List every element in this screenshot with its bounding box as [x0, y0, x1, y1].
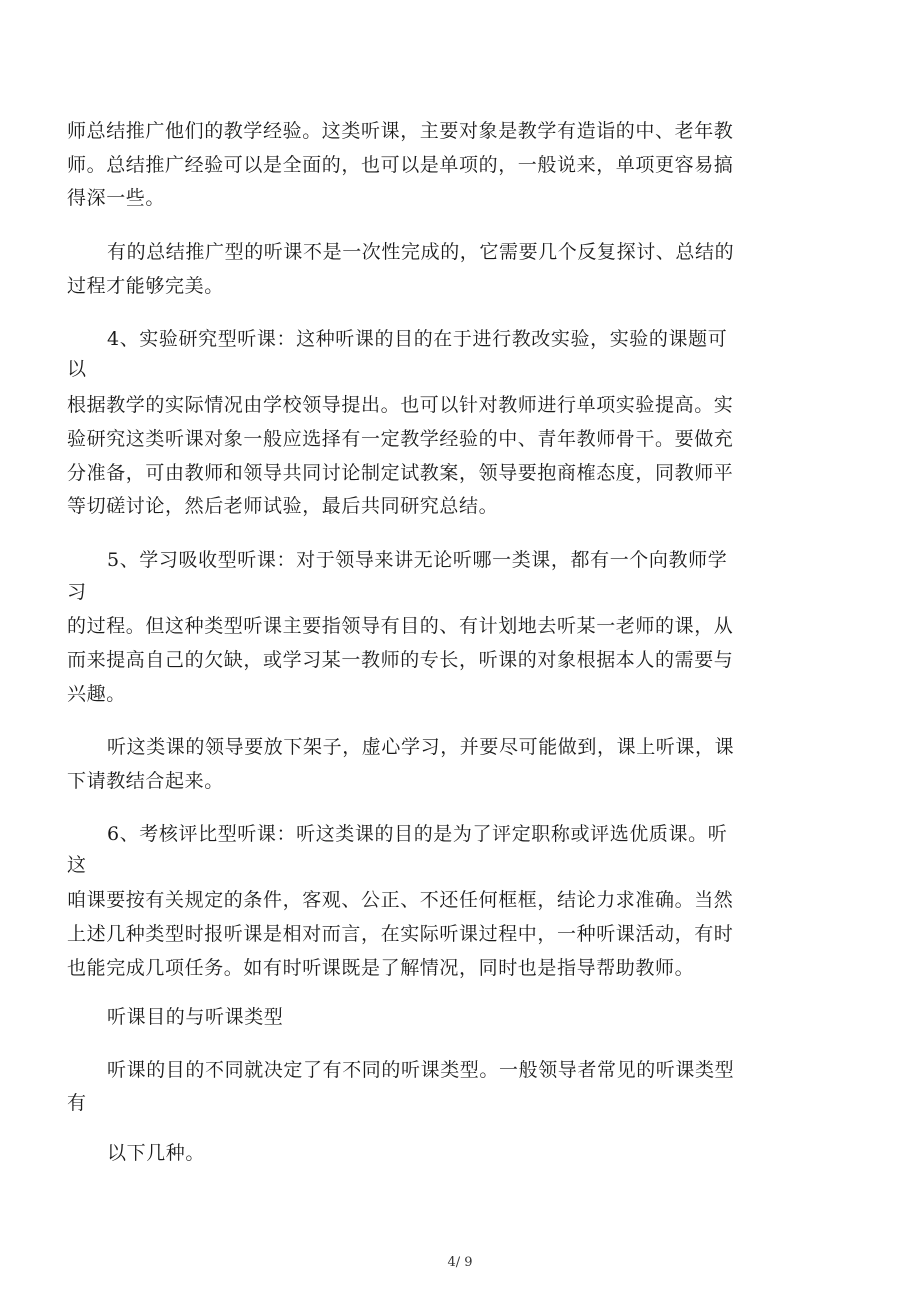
text-line: 4、实验研究型听课：这种听课的目的在于进行教改实验，实验的课题可 [107, 328, 728, 350]
text-line: 得深一些。 [67, 187, 166, 209]
text-line: 下请教结合起来。 [67, 770, 224, 792]
text-line: 以 [67, 358, 87, 380]
text-line: 验研究这类听课对象一般应选择有一定教学经验的中、青年教师骨干。要做充 [67, 428, 734, 450]
text-line: 等切磋讨论，然后老师试验，最后共同研究总结。 [67, 495, 499, 517]
text-line: 6、考核评比型听课：听这类课的目的是为了评定职称或评选优质课。听 [107, 823, 728, 845]
text-line: 以下几种。 [107, 1142, 206, 1164]
text-line: 过程才能够完美。 [67, 275, 224, 297]
text-line: 也能完成几项任务。如有时听课既是了解情况，同时也是指导帮助教师。 [67, 957, 695, 979]
text-line: 5、学习吸收型听课：对于领导来讲无论听哪一类课，都有一个向教师学 [107, 549, 728, 571]
text-line: 而来提高自己的欠缺，或学习某一教师的专长，听课的对象根据本人的需要与 [67, 649, 734, 671]
text-line: 这 [67, 854, 87, 876]
text-line: 师。总结推广经验可以是全面的，也可以是单项的，一般说来，单项更容易搞 [67, 154, 734, 176]
text-line: 的过程。但这种类型听课主要指领导有目的、有计划地去听某一老师的课，从 [67, 615, 734, 637]
text-line: 分准备，可由教师和领导共同讨论制定试教案，领导要抱商榷态度，同教师平 [67, 462, 734, 484]
text-line: 根据教学的实际情况由学校领导提出。也可以针对教师进行单项实验提高。实 [67, 394, 734, 416]
text-line: 听课的目的不同就决定了有不同的听课类型。一般领导者常见的听课类型 [107, 1059, 735, 1081]
section-heading: 听课目的与听课类型 [107, 1006, 284, 1028]
page-number: 4/ 9 [447, 1255, 473, 1270]
text-line: 师总结推广他们的教学经验。这类听课，主要对象是教学有造诣的中、老年教 [67, 120, 734, 142]
text-line: 咱课要按有关规定的条件，客观、公正、不还任何框框，结论力求准确。当然 [67, 889, 734, 911]
text-line: 兴趣。 [67, 683, 126, 705]
text-line: 有 [67, 1092, 87, 1114]
text-line: 习 [67, 581, 87, 603]
text-line: 有的总结推广型的听课不是一次性完成的，它需要几个反复探讨、总结的 [107, 241, 735, 263]
text-line: 上述几种类型时报听课是相对而言，在实际听课过程中，一种听课活动，有时 [67, 923, 734, 945]
text-line: 听这类课的领导要放下架子，虚心学习，并要尽可能做到，课上听课，课 [107, 736, 735, 758]
